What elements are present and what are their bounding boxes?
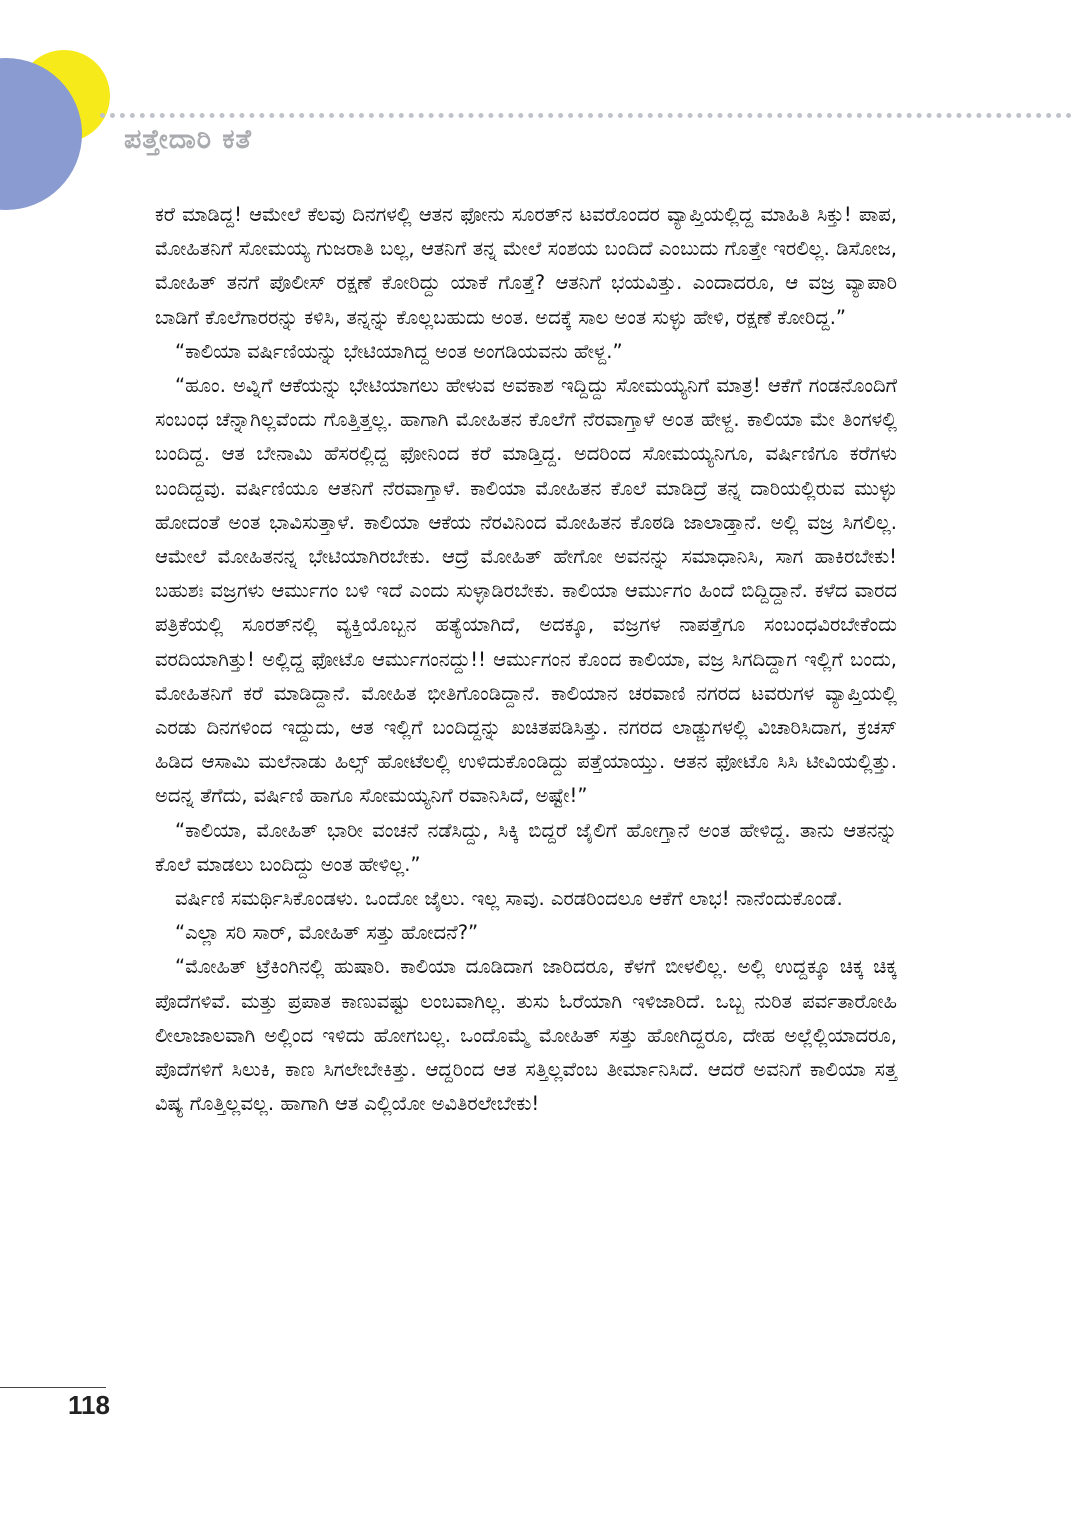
footer-rule — [0, 1387, 106, 1388]
page-number: 118 — [68, 1390, 110, 1420]
section-title: ಪತ್ತೇದಾರಿ ಕತೆ — [124, 124, 252, 155]
header-dotted-rule — [100, 113, 1072, 118]
paragraph: ವರ್ಷಿಣಿ ಸಮರ್ಥಿಸಿಕೊಂಡಳು. ಒಂದೋ ಜೈಲು. ಇಲ್ಲ ಸಾವು. ಎರಡರಿಂದಲೂ ಆಕೆಗೆ ಲಾಭ! ನಾನೆಂದುಕೊಂಡೆ. — [175, 887, 843, 911]
paragraph: “ಎಲ್ಲಾ ಸರಿ ಸಾರ್, ಮೋಹಿತ್ ಸತ್ತು ಹೋದನೆ?” — [175, 921, 479, 945]
paragraph: “ಹೂಂ. ಅವ್ನಿಗೆ ಆಕೆಯನ್ನು ಭೇಟಿಯಾಗಲು ಹೇಳುವ ಅವಕಾಶ ಇದ್ದಿದ್ದು ಸೋಮಯ್ಯನಿಗೆ ಮಾತ್ರ! ಆಕೆಗೆ ಗಂಡನೊಂದಿಗೆ ಸಂಬಂಧ ಚೆನ್ನಾಗಿಲ್ಲವೆಂದು ಗೊತ್ತಿತ್ತಲ್ಲ. ಹಾಗಾಗಿ ಮೋಹಿತನ ಕೊಲೆಗೆ ನೆರವಾಗ್ತಾಳೆ ಅಂತ ಹೇಳ್ದ. ಕಾಲಿಯಾ ಮೇ ತಿಂಗಳಲ್ಲಿ ಬಂದಿದ್ದ. ಆತ ಬೇನಾಮಿ ಹೆಸರಲ್ಲಿದ್ದ ಫೋನಿಂದ ಕರೆ ಮಾಡ್ತಿದ್ದ. ಅದರಿಂದ ಸೋಮಯ್ಯನಿಗೂ, ವರ್ಷಿಣಿಗೂ ಕರೆಗಳು ಬಂದಿದ್ದವು. ವರ್ಷಿಣಿಯೂ ಆತನಿಗೆ ನೆರವಾಗ್ತಾಳೆ. ಕಾಲಿಯಾ ಮೋಹಿತನ ಕೊಲೆ ಮಾಡಿದ್ರೆ ತನ್ನ ದಾರಿಯಲ್ಲಿರುವ ಮುಳ್ಳು ಹೋದಂತೆ ಅಂತ ಭಾವಿಸುತ್ತಾಳೆ. ಕಾಲಿಯಾ ಆಕೆಯ ನೆರವಿನಿಂದ ಮೋಹಿತನ ಕೊಠಡಿ ಜಾಲಾಡ್ತಾನೆ. ಅಲ್ಲಿ ವಜ್ರ ಸಿಗಲಿಲ್ಲ. ಆಮೇಲೆ ಮೋಹಿತನನ್ನ ಭೇಟಿಯಾಗಿರಬೇಕು. ಆದ್ರೆ ಮೋಹಿತ್ ಹೇಗೋ ಅವನನ್ನು ಸಮಾಧಾನಿಸಿ, ಸಾಗ ಹಾಕಿರಬೇಕು! ಬಹುಶಃ ವಜ್ರಗಳು ಆರ್ಮುಗಂ ಬಳಿ ಇದೆ ಎಂದು ಸುಳ್ಳಾಡಿರಬೇಕು. ಕಾಲಿಯಾ ಆರ್ಮುಗಂ ಹಿಂದೆ ಬಿದ್ದಿದ್ದಾನೆ. ಕಳೆದ ವಾರದ ಪತ್ರಿಕೆಯಲ್ಲಿ ಸೂರತ್‌ನಲ್ಲಿ ವ್ಯಕ್ತಿಯೊಬ್ಬನ ಹತ್ಯೆಯಾಗಿದೆ, ಅದಕ್ಕೂ, ವಜ್ರಗಳ ನಾಪತ್ತೆಗೂ ಸಂಬಂಧವಿರಬೇಕೆಂದು ವರದಿಯಾಗಿತ್ತು! ಅಲ್ಲಿದ್ದ ಫೋಟೊ ಆರ್ಮುಗಂನದ್ದು!! ಆರ್ಮುಗಂನ ಕೊಂದ ಕಾಲಿಯಾ, ವಜ್ರ ಸಿಗದಿದ್ದಾಗ ಇಲ್ಲಿಗೆ ಬಂದು, ಮೋಹಿತನಿಗೆ ಕರೆ ಮಾಡಿದ್ದಾನೆ. ಮೋಹಿತ ಭೀತಿಗೊಂಡಿದ್ದಾನೆ. ಕಾಲಿಯಾನ ಚರವಾಣಿ ನಗರದ ಟವರುಗಳ ವ್ಯಾಪ್ತಿಯಲ್ಲಿ ಎರಡು ದಿನಗಳಿಂದ ಇದ್ದುದು, ಆತ ಇಲ್ಲಿಗೆ ಬಂದಿದ್ದನ್ನು ಖಚಿತಪಡಿಸಿತ್ತು. ನಗರದ ಲಾಡ್ಜುಗಳಲ್ಲಿ ವಿಚಾರಿಸಿದಾಗ, ಕ್ರಚಸ್ ಹಿಡಿದ ಆಸಾಮಿ ಮಲೆನಾಡು ಹಿಲ್ಸ್ ಹೋಟೆಲಲ್ಲಿ ಉಳಿದುಕೊಂಡಿದ್ದು ಪತ್ತೆಯಾಯ್ತು. ಆತನ ಫೋಟೊ ಸಿಸಿ ಟೀವಿಯಲ್ಲಿತ್ತು. ಅದನ್ನ ತೆಗೆದು, ವರ್ಷಿಣಿ ಹಾಗೂ ಸೋಮಯ್ಯನಿಗೆ ರವಾನಿಸಿದೆ, ಅಷ್ಟೇ!” — [155, 374, 897, 808]
paragraph: “ಕಾಲಿಯಾ, ಮೋಹಿತ್ ಭಾರೀ ವಂಚನೆ ನಡೆಸಿದ್ದು, ಸಿಕ್ಕಿ ಬಿದ್ದರೆ ಜೈಲಿಗೆ ಹೋಗ್ತಾನೆ ಅಂತ ಹೇಳಿದ್ದ. ತಾನು ಆತನನ್ನು ಕೊಲೆ ಮಾಡಲು ಬಂದಿದ್ದು ಅಂತ ಹೇಳಿಲ್ಲ.” — [155, 818, 897, 876]
paragraph: “ಕಾಲಿಯಾ ವರ್ಷಿಣಿಯನ್ನು ಭೇಟಿಯಾಗಿದ್ದ ಅಂತ ಅಂಗಡಿಯವನು ಹೇಳ್ದ.” — [175, 339, 623, 363]
paragraph: ಕರೆ ಮಾಡಿದ್ದ! ಆಮೇಲೆ ಕೆಲವು ದಿನಗಳಲ್ಲಿ ಆತನ ಫೋನು ಸೂರತ್‌ನ ಟವರೊಂದರ ವ್ಯಾಪ್ತಿಯಲ್ಲಿದ್ದ ಮಾಹಿತಿ ಸಿಕ್ತು! ಪಾಪ, ಮೋಹಿತನಿಗೆ ಸೋಮಯ್ಯ ಗುಜರಾತಿ ಬಲ್ಲ, ಆತನಿಗೆ ತನ್ನ ಮೇಲೆ ಸಂಶಯ ಬಂದಿದೆ ಎಂಬುದು ಗೊತ್ತೇ ಇರಲಿಲ್ಲ. ಡಿಸೋಜ, ಮೋಹಿತ್ ತನಗೆ ಪೊಲೀಸ್ ರಕ್ಷಣೆ ಕೋರಿದ್ದು ಯಾಕೆ ಗೊತ್ತೆ? ಆತನಿಗೆ ಭಯವಿತ್ತು. ಎಂದಾದರೂ, ಆ ವಜ್ರ ವ್ಯಾಪಾರಿ ಬಾಡಿಗೆ ಕೊಲೆಗಾರರನ್ನು ಕಳಿಸಿ, ತನ್ನನ್ನು ಕೊಲ್ಲಬಹುದು ಅಂತ. ಅದಕ್ಕೆ ಸಾಲ ಅಂತ ಸುಳ್ಳು ಹೇಳಿ, ರಕ್ಷಣೆ ಕೋರಿದ್ದ.” — [155, 203, 897, 329]
paragraph: “ಮೋಹಿತ್ ಟ್ರೆಕಿಂಗಿನಲ್ಲಿ ಹುಷಾರಿ. ಕಾಲಿಯಾ ದೂಡಿದಾಗ ಜಾರಿದರೂ, ಕೆಳಗೆ ಬೀಳಲಿಲ್ಲ. ಅಲ್ಲಿ ಉದ್ದಕ್ಕೂ ಚಿಕ್ಕ ಚಿಕ್ಕ ಪೊದೆಗಳಿವೆ. ಮತ್ತು ಪ್ರಪಾತ ಕಾಣುವಷ್ಟು ಲಂಬವಾಗಿಲ್ಲ. ತುಸು ಓರೆಯಾಗಿ ಇಳಿಜಾರಿದೆ. ಒಬ್ಬ ನುರಿತ ಪರ್ವತಾರೋಹಿ ಲೀಲಾಜಾಲವಾಗಿ ಅಲ್ಲಿಂದ ಇಳಿದು ಹೋಗಬಲ್ಲ. ಒಂದೊಮ್ಮೆ ಮೋಹಿತ್ ಸತ್ತು ಹೋಗಿದ್ದರೂ, ದೇಹ ಅಲ್ಲೆಲ್ಲಿಯಾದರೂ, ಪೊದೆಗಳಿಗೆ ಸಿಲುಕಿ, ಕಾಣ ಸಿಗಲೇಬೇಕಿತ್ತು. ಆದ್ದರಿಂದ ಆತ ಸತ್ತಿಲ್ಲವೆಂಬ ತೀರ್ಮಾನಿಸಿದೆ. ಆದರೆ ಅವನಿಗೆ ಕಾಲಿಯಾ ಸತ್ತ ವಿಷ್ಯ ಗೊತ್ತಿಲ್ಲವಲ್ಲ. ಹಾಗಾಗಿ ಆತ ಎಲ್ಲಿಯೋ ಅವಿತಿರಲೇಬೇಕು! — [155, 955, 897, 1116]
story-body — [155, 198, 897, 1121]
